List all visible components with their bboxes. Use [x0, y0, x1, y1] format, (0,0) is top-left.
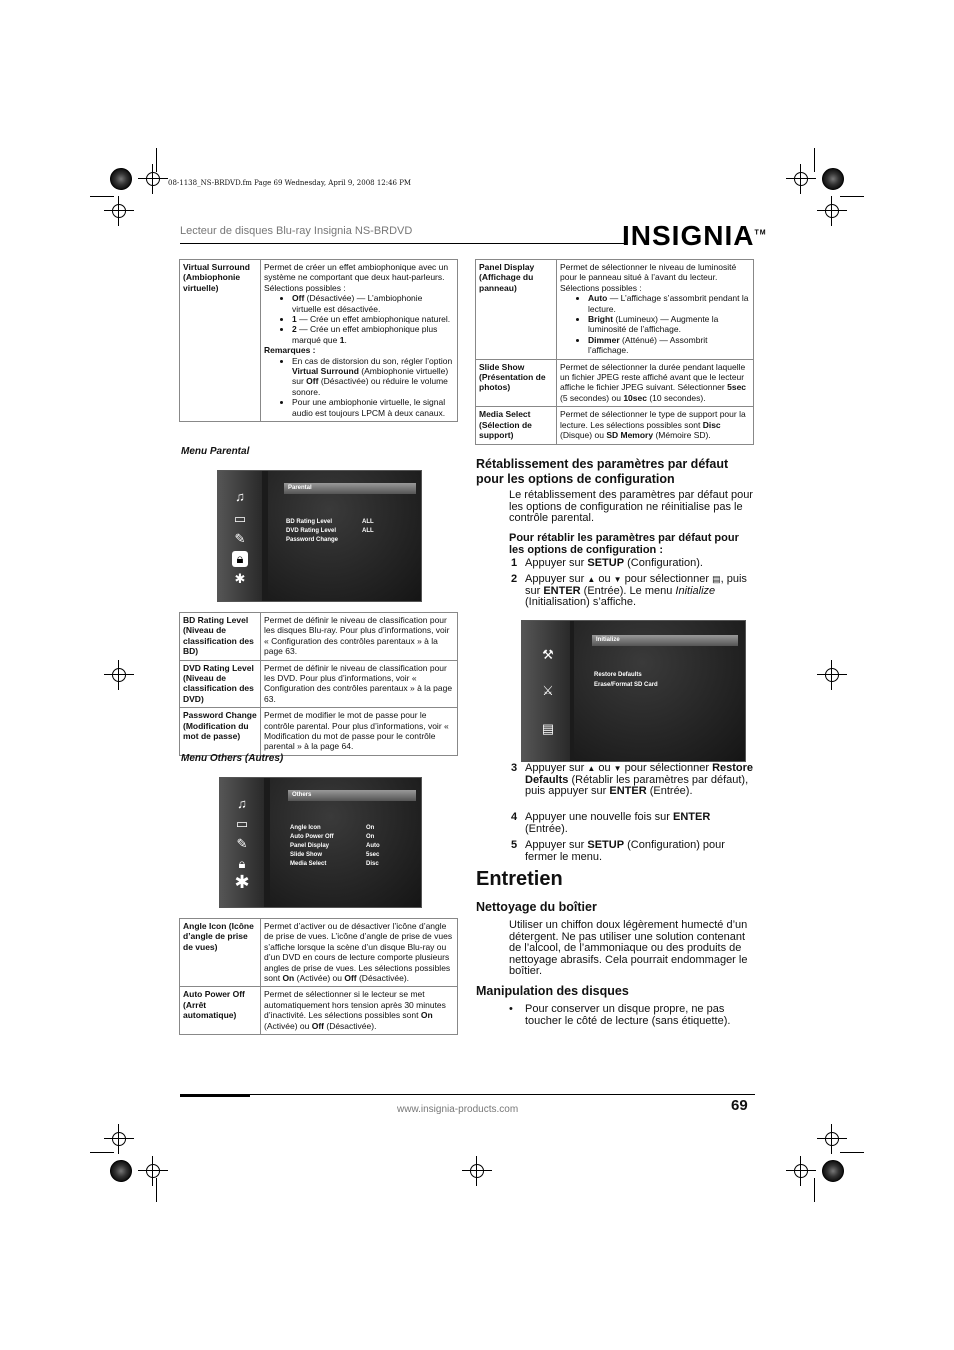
language-icon: ✎: [236, 836, 248, 851]
table-row: Panel Display (Affichage du panneau) Permet de sélectionner le niveau de luminosité pour le panneau situé à l’avant du lecteur. Sélections possibles : • Auto — L’affichage s’assombrit pendant la lecture. • Bright (Lumineux) — Augmente la luminosité de l’affichage. • Dimmer (Atténué) — Assombrit l’affichage.: [476, 260, 754, 360]
term-cell: Virtual Surround (Ambiophonie virtuelle): [180, 260, 261, 422]
step-1: 1 Appuyer sur SETUP (Configuration).: [511, 557, 703, 569]
running-header: Lecteur de disques Blu-ray Insignia NS-BRDVD: [180, 225, 413, 237]
audio-icon: ♫: [235, 489, 245, 504]
reset-intro: Le rétablissement des paramètres par défaut pour les options de configuration ne réinitialise pas le contrôle parental.: [509, 489, 753, 525]
initialize-menu-screenshot: ⚒ ⚔ ▤ Initialize Restore Defaults Erase/Format SD Card: [521, 620, 746, 762]
reset-subheading: Pour rétablir les paramètres par défaut pour les options de configuration :: [509, 532, 739, 556]
language-icon: ✎: [234, 531, 246, 546]
display-icon: ▭: [235, 816, 249, 831]
display-icon: ▭: [233, 511, 247, 526]
nettoyage-heading: Nettoyage du boîtier: [476, 900, 597, 914]
others-table-continued: [475, 259, 754, 445]
others-table: [179, 918, 458, 1035]
table-row: [180, 260, 458, 422]
color-bar-disc: [110, 1160, 132, 1182]
description-cell: Permet de créer un effet ambiophonique avec un système ne comportant que deux haut-parleurs. Sélections possibles : • Off (Désactivée) — L’ambiophonie virtuelle est désactivée. • 1 — Crée un effet ambiophonique naturel. • 2 — Crée un effet ambiophonique plus marqué que 1. Remarques : • En cas de distorsion du son, régler l’option Virtual Surround (Ambiophonie virtuelle) sur Off (Désactivée) ou réduire le volume sonore. • Pour une ambiophonie virtuelle, le signal audio est toujours LPCM à deux canaux.: [261, 260, 458, 422]
table-row: Password Change (Modification du mot de passe) Permet de modifier le mot de passe pour le contrôle parental. Pour plus d’informations, voir « Modification du mot de passe pour le contrôle parental » à la page 64.: [180, 708, 458, 756]
nettoyage-text: Utiliser un chiffon doux légèrement humecté d’un détergent. Ne pas utiliser une solution contenant de l’alcool, de l’ammoniaque ou des produits de nettoyage abrasifs. Cela pourrait endommager le boîtier.: [509, 919, 748, 978]
header-rule: [180, 243, 624, 244]
parental-menu-screenshot: ♫ ▭ ✎ 🔒︎ ✱ Parental BD Rating Level ALL DVD Rating Level ALL Password Change: [217, 470, 422, 602]
table-row: DVD Rating Level (Niveau de classification des DVD) Permet de définir le niveau de classification pour les DVD. Pour plus d’informations, voir « Configuration des contrôles parentaux » à la page 63.: [180, 660, 458, 708]
table-row: BD Rating Level (Niveau de classification des BD) Permet de définir le niveau de classification pour les disques Blu-ray. Pour plus d’informations, voir « Configuration des contrôles parentaux » à la page 63.: [180, 613, 458, 661]
footer-rule: [180, 1094, 755, 1095]
screen-title: Parental: [284, 483, 416, 494]
step-3: 3 Appuyer sur ▲ ou ▼ pour sélectionner Restore Defaults (Rétablir les paramètres par défaut), puis appuyer sur ENTER (Entrée).: [511, 762, 754, 798]
lock-icon: 🔒︎: [238, 856, 246, 871]
caption-parental: Menu Parental: [181, 446, 250, 457]
page-number: 69: [731, 1097, 748, 1114]
step-2: 2 Appuyer sur ▲ ou ▼ pour sélectionner ▤, puis sur ENTER (Entrée). Le menu Initialize (Initialisation) s’affiche.: [511, 573, 747, 609]
parental-table: [179, 612, 458, 756]
file-stamp: 08-1138_NS-BRDVD.fm Page 69 Wednesday, April 9, 2008 12:46 PM: [168, 179, 412, 187]
insignia-logo: INSIGNIA™: [622, 220, 767, 251]
registration-mark: [138, 1156, 168, 1186]
caption-others: Menu Others (Autres): [181, 753, 284, 764]
registration-mark: [104, 196, 134, 226]
audio-icon: ♫: [237, 796, 247, 811]
table-row: Slide Show (Présentation de photos) Permet de sélectionner la durée pendant laquelle un fichier JPEG reste affiché avant que le lecteur affiche le fichier JPEG suivant. Sélectionner 5sec (5 secondes) ou 10sec (10 secondes).: [476, 359, 754, 407]
table-row: Angle Icon (Icône d’angle de prise de vues) Permet d’activer ou de désactiver l’icône d’angle de prise de vues. L’icône d’angle de prise de vues s’affiche lorsque la scène d’un disque Blu-ray ou d’un DVD en cours de lecture comporte plusieurs angles de prise de vues. Les sélections possibles sont On (Activée) ou Off (Désactivée).: [180, 919, 458, 987]
table-row: Media Select (Sélection de support) Permet de sélectionner le type de support pour la lecture. Les sélections possibles sont Disc (Disque) ou SD Memory (Mémoire SD).: [476, 407, 754, 444]
setup-menu-icon: ▤: [712, 574, 721, 584]
color-bar-disc: [110, 168, 132, 190]
tools-icon: ⚔: [542, 683, 554, 698]
up-arrow-icon: ▲: [587, 764, 596, 773]
table-row: Auto Power Off (Arrêt automatique) Permet de sélectionner si le lecteur se met automatiquement hors tension après 30 minutes d’inactivité. Les sélections possibles sont On (Activée) ou Off (Désactivée).: [180, 987, 458, 1035]
down-arrow-icon: ▼: [613, 575, 622, 584]
setup-wrench-icon: ⚒: [542, 647, 554, 662]
entretien-heading: Entretien: [476, 868, 563, 890]
registration-mark: [462, 1156, 492, 1186]
reset-heading: Rétablissement des paramètres par défaut pour les options de configuration: [476, 457, 729, 486]
color-bar-disc: [822, 168, 844, 190]
screen-title: Initialize: [592, 635, 738, 646]
step-4: 4 Appuyer une nouvelle fois sur ENTER (Entrée).: [511, 811, 711, 835]
registration-mark: [817, 1124, 847, 1154]
screen-title: Others: [288, 790, 416, 801]
up-arrow-icon: ▲: [587, 575, 596, 584]
settings-icon: ✱: [234, 872, 250, 892]
down-arrow-icon: ▼: [613, 764, 622, 773]
registration-mark: [138, 164, 168, 194]
manipulation-heading: Manipulation des disques: [476, 984, 629, 998]
color-bar-disc: [822, 1160, 844, 1182]
registration-mark: [104, 660, 134, 690]
registration-mark: [786, 164, 816, 194]
registration-mark: [104, 1124, 134, 1154]
registration-mark: [817, 660, 847, 690]
step-5: 5 Appuyer sur SETUP (Configuration) pour fermer le menu.: [511, 839, 725, 863]
manipulation-text: • Pour conserver un disque propre, ne pas toucher le côté de lecture (sans étiquette).: [509, 1003, 731, 1027]
lock-icon: 🔒︎: [232, 551, 248, 567]
registration-mark: [817, 196, 847, 226]
settings-icon: ✱: [234, 571, 246, 586]
others-menu-screenshot: ♫ ▭ ✎ 🔒︎ ✱ Others Angle Icon On Auto Power Off On Panel Display Auto Slide Show 5sec Media Select Disc: [219, 777, 422, 908]
footer-url: www.insignia-products.com: [397, 1104, 519, 1115]
initialize-icon: ▤: [541, 721, 555, 736]
registration-mark: [786, 1156, 816, 1186]
virtual-surround-table: [179, 259, 458, 422]
